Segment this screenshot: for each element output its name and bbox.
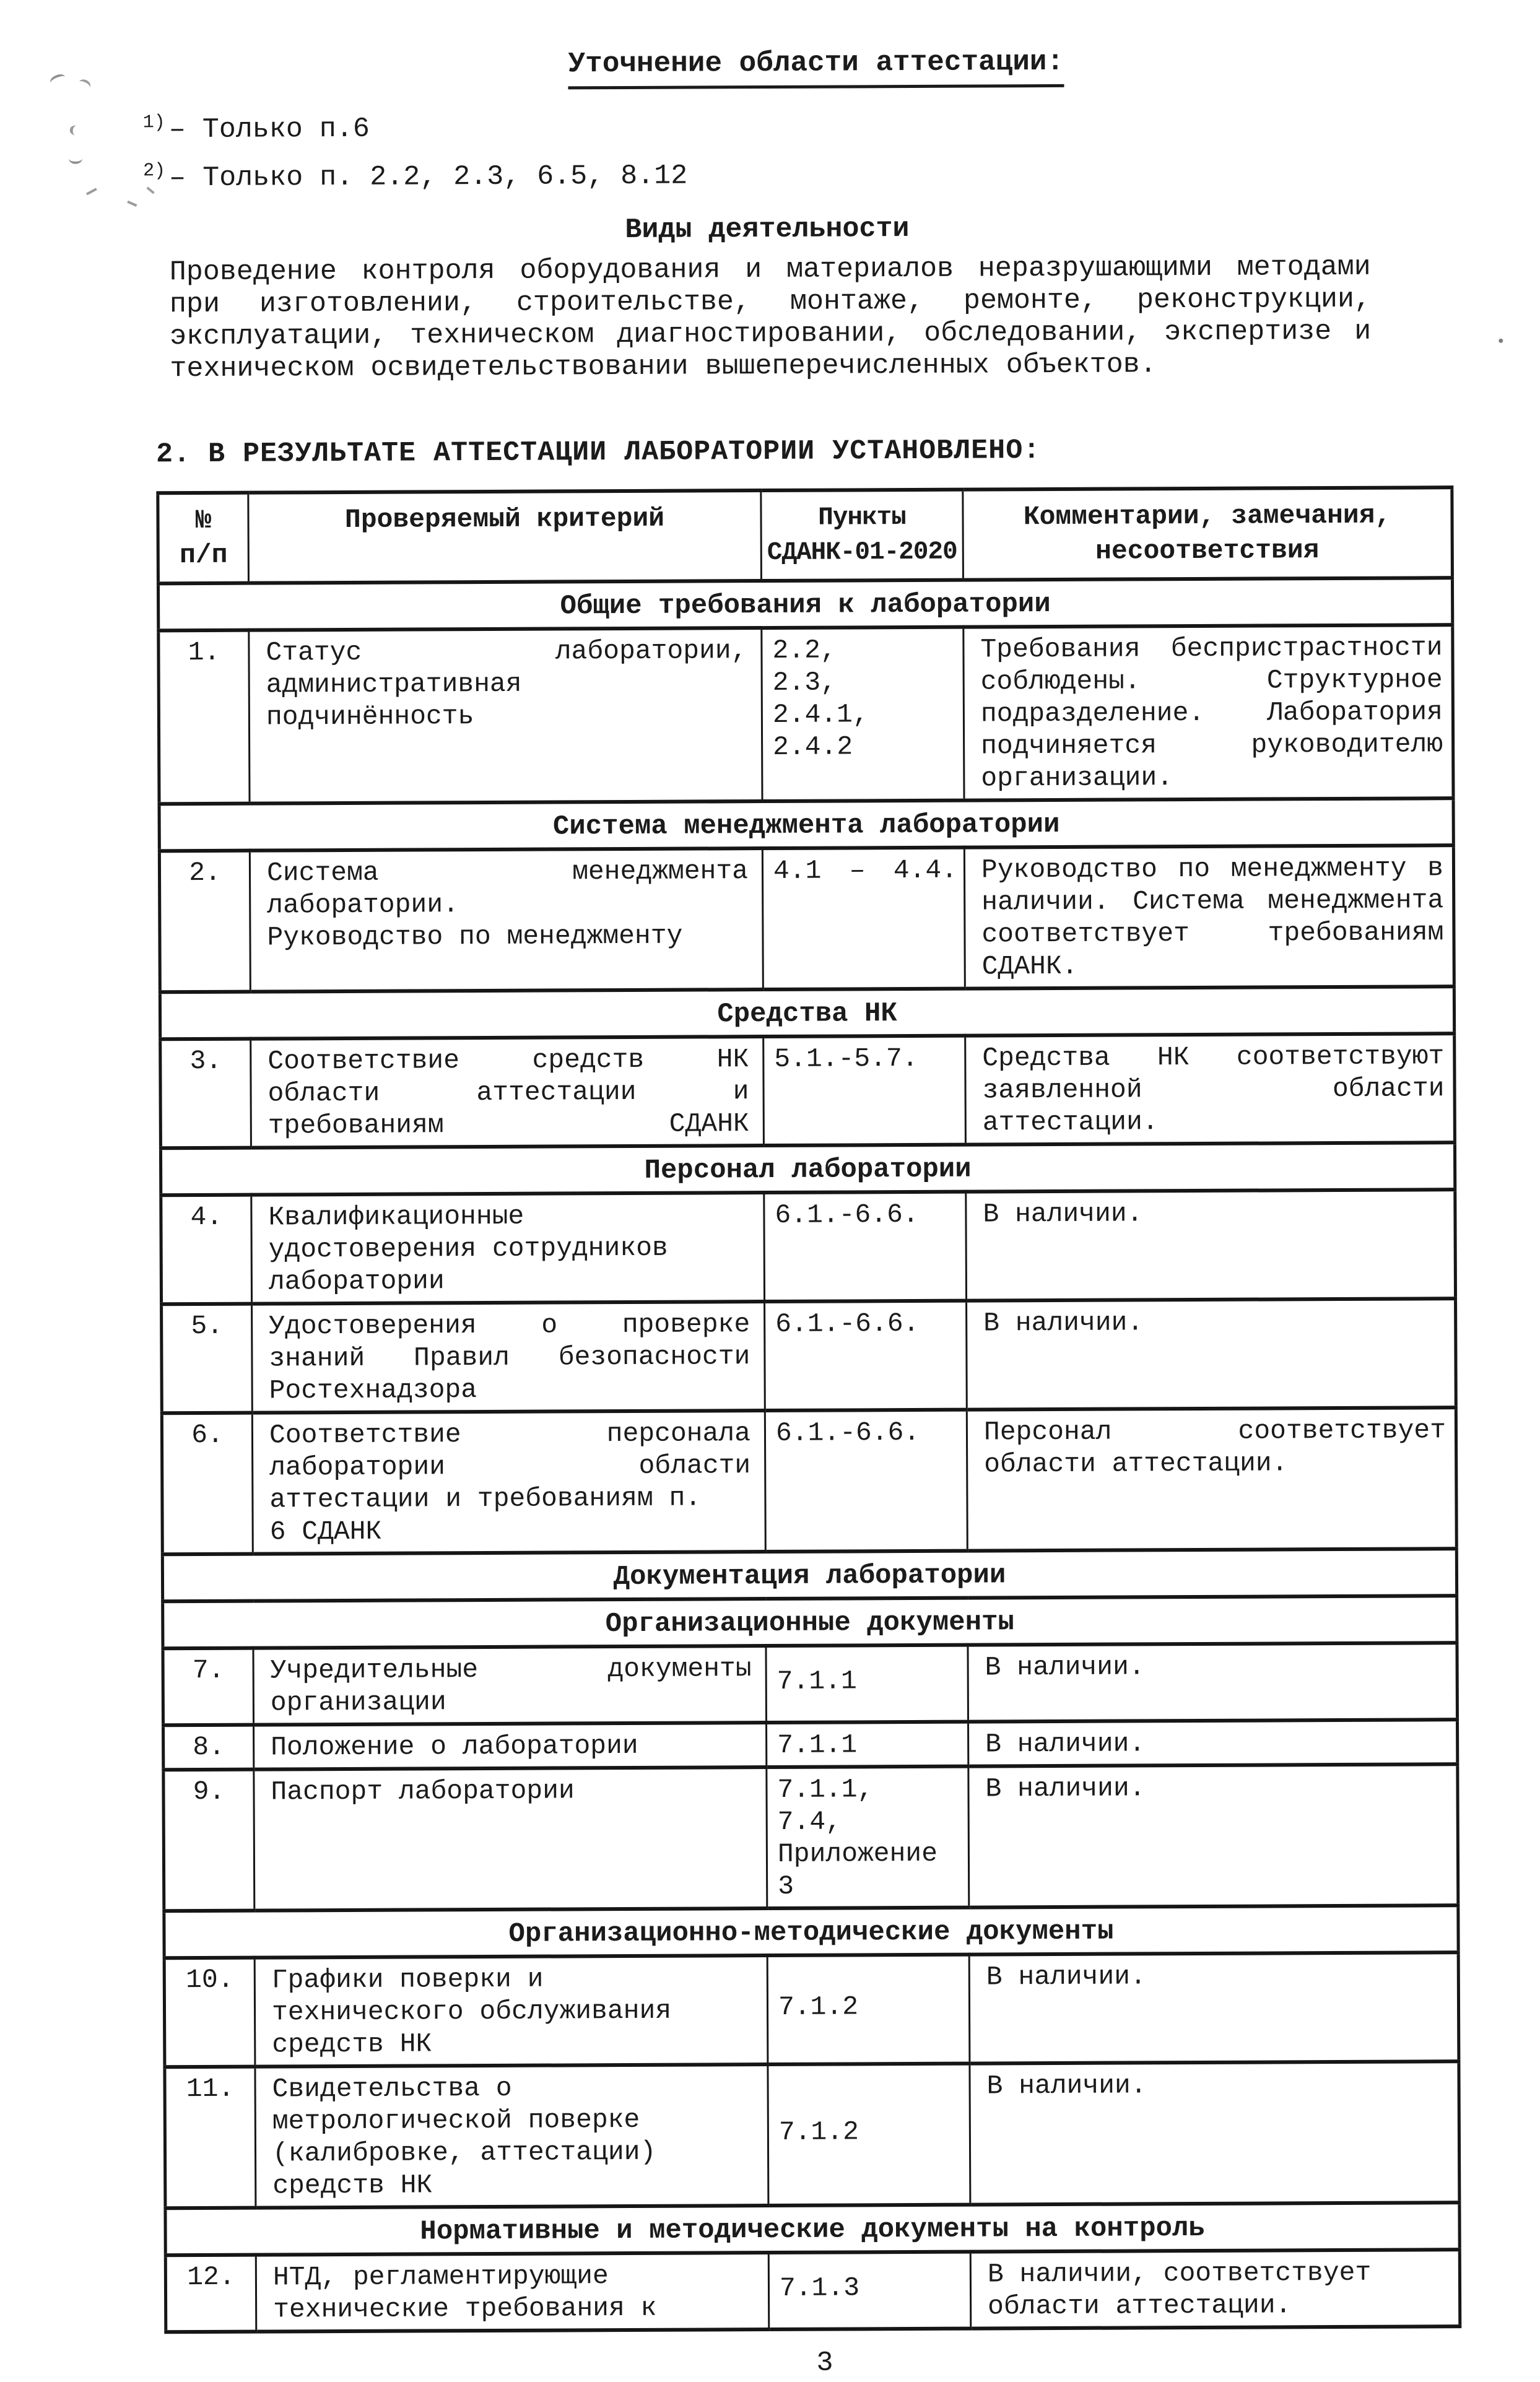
section-row <box>159 798 1453 851</box>
section-title: Система менеджмента лаборатории <box>159 798 1453 851</box>
header-criterion: Проверяемый критерий <box>248 490 762 583</box>
section-row <box>158 578 1452 630</box>
row-criterion: Статус лаборатории, административная подчинённость <box>249 628 762 804</box>
section-title: Организационно-методические документы <box>164 1905 1458 1958</box>
row-comments: Средства НК соответствуют заявленной области аттестации. <box>965 1033 1455 1144</box>
row-points: 6.1.-6.6. <box>765 1301 967 1411</box>
activities-text: Проведение контроля оборудования и материалов неразрушающими методами при изготовлении, строительстве, монтаже, ремонте, реконструкции, эксплуатации, техническом диагностировании, обследовании, экспертизе и техническом освидетельствовании вышеперечисленных объектов. <box>169 251 1372 385</box>
row-criterion: Свидетельства о метрологической поверке (калибровке, аттестации) средств НК <box>255 2064 768 2208</box>
row-points: 6.1.-6.6. <box>764 1192 967 1302</box>
page-title: Уточнение области аттестации: <box>568 46 1064 89</box>
row-num: 5. <box>162 1304 253 1414</box>
row-comments: Руководство по менеджменту в наличии. Система менеджмента соответствует требованиям СДАНК. <box>964 845 1454 988</box>
table-row <box>165 2249 1460 2332</box>
row-comments: Требования беспристрастности соблюдены. Структурное подразделение. Лаборатория подчиняется руководителю организации. <box>964 625 1453 800</box>
scan-artifact <box>69 124 85 136</box>
row-criterion: Учредительные документы организации <box>253 1646 767 1725</box>
row-points: 6.1.-6.6. <box>765 1410 967 1552</box>
row-criterion: Соответствие персонала лаборатории области аттестации и требованиям п. 6 СДАНК <box>252 1411 765 1554</box>
section-title: Персонал лаборатории <box>160 1142 1455 1195</box>
row-comments: В наличии. <box>967 1298 1456 1409</box>
table-row <box>163 1643 1458 1725</box>
header-points: Пункты СДАНК-01-2020 <box>761 490 964 581</box>
row-num: 9. <box>163 1770 254 1911</box>
table-row <box>163 1764 1458 1911</box>
table-header-row <box>158 487 1453 583</box>
table-row <box>161 1189 1456 1304</box>
row-comments: В наличии, соответствует области аттестации. <box>970 2249 1460 2328</box>
scan-artifact <box>86 188 100 201</box>
footnote-1-text: – Только п.6 <box>168 113 370 146</box>
row-points: 7.1.1 <box>767 1722 968 1767</box>
row-criterion: Графики поверки и технического обслуживания средств НК <box>254 1955 768 2067</box>
row-points: 7.1.2 <box>768 2064 970 2206</box>
row-num: 6. <box>162 1413 253 1555</box>
table-row <box>162 1298 1456 1413</box>
header-num: № п/п <box>158 493 249 584</box>
scan-artifact <box>124 201 137 212</box>
audit-table <box>156 485 1461 2334</box>
row-points: 7.1.1, 7.4, Приложение 3 <box>767 1767 969 1908</box>
row-comments: В наличии. <box>968 1764 1458 1907</box>
row-num: 11. <box>165 2067 256 2209</box>
row-comments: В наличии. <box>968 1719 1458 1766</box>
row-num: 4. <box>161 1195 252 1305</box>
row-comments: В наличии. <box>968 1643 1458 1721</box>
row-num: 7. <box>163 1648 254 1726</box>
section-row <box>163 1596 1457 1648</box>
row-comments: В наличии. <box>966 1189 1456 1300</box>
scan-artifact <box>1499 339 1503 343</box>
row-criterion: Система менеджмента лаборатории. Руководство по менеджменту <box>250 848 763 992</box>
row-points: 5.1.-5.7. <box>763 1036 966 1145</box>
row-criterion: Удостоверения о проверке знаний Правил безопасности Ростехнадзора <box>252 1302 765 1413</box>
section-row <box>160 1142 1455 1195</box>
section-title: Средства НК <box>160 986 1454 1039</box>
document-header <box>46 0 1540 92</box>
row-num: 10. <box>164 1958 255 2067</box>
row-num: 2. <box>159 851 250 993</box>
row-points: 7.1.2 <box>767 1955 970 2064</box>
section-title: Документация лаборатории <box>162 1549 1456 1601</box>
table-row <box>159 845 1454 992</box>
row-comments: В наличии. <box>969 1952 1459 2063</box>
scan-artifact <box>69 153 82 164</box>
table-row <box>163 1719 1458 1770</box>
footnote-2-marker: 2) <box>142 160 166 182</box>
row-points: 7.1.3 <box>768 2252 971 2329</box>
section-row <box>162 1549 1456 1601</box>
row-num: 1. <box>159 630 250 804</box>
section-title: Общие требования к лаборатории <box>158 578 1452 630</box>
section-title: Организационные документы <box>163 1596 1457 1648</box>
section-title: Нормативные и методические документы на контроль <box>165 2202 1460 2255</box>
table-row <box>160 1033 1455 1148</box>
row-criterion: Паспорт лаборатории <box>254 1767 767 1911</box>
table-row <box>165 2061 1460 2208</box>
row-criterion: Положение о лаборатории <box>254 1723 767 1770</box>
table-row <box>164 1952 1459 2067</box>
row-criterion: НТД, регламентирующие технические требования к <box>256 2253 769 2332</box>
footnote-1 <box>143 97 1537 151</box>
footnote-2 <box>143 145 1537 199</box>
row-num: 12. <box>165 2255 256 2332</box>
footnote-1-marker: 1) <box>142 112 165 134</box>
row-num: 3. <box>160 1039 251 1149</box>
footnotes <box>143 97 1538 199</box>
row-criterion: Квалификационные удостоверения сотрудников лаборатории <box>251 1193 765 1304</box>
row-comments: В наличии. <box>970 2061 1460 2204</box>
row-criterion: Соответствие средств НК области аттестации и требованиям СДАНК <box>251 1037 764 1148</box>
page-number: 3 <box>816 2347 833 2379</box>
result-heading: 2. В РЕЗУЛЬТАТЕ АТТЕСТАЦИИ ЛАБОРАТОРИИ УСТАНОВЛЕНО: <box>155 435 1041 471</box>
header-comments: Комментарии, замечания, несоответствия <box>963 487 1453 580</box>
section-row <box>164 1905 1458 1958</box>
row-comments: Персонал соответствует области аттестации. <box>967 1407 1456 1550</box>
section-row <box>165 2202 1460 2255</box>
row-points: 7.1.1 <box>766 1645 968 1723</box>
row-num: 8. <box>163 1725 254 1770</box>
table-row <box>159 625 1453 804</box>
row-points: 4.1 – 4.4. <box>762 848 965 989</box>
table-row <box>162 1407 1456 1554</box>
row-points: 2.2, 2.3, 2.4.1, 2.4.2 <box>762 627 964 801</box>
activities-title: Виды деятельности <box>625 213 910 246</box>
section-row <box>160 986 1454 1039</box>
footnote-2-text: – Только п. 2.2, 2.3, 6.5, 8.12 <box>169 160 688 194</box>
